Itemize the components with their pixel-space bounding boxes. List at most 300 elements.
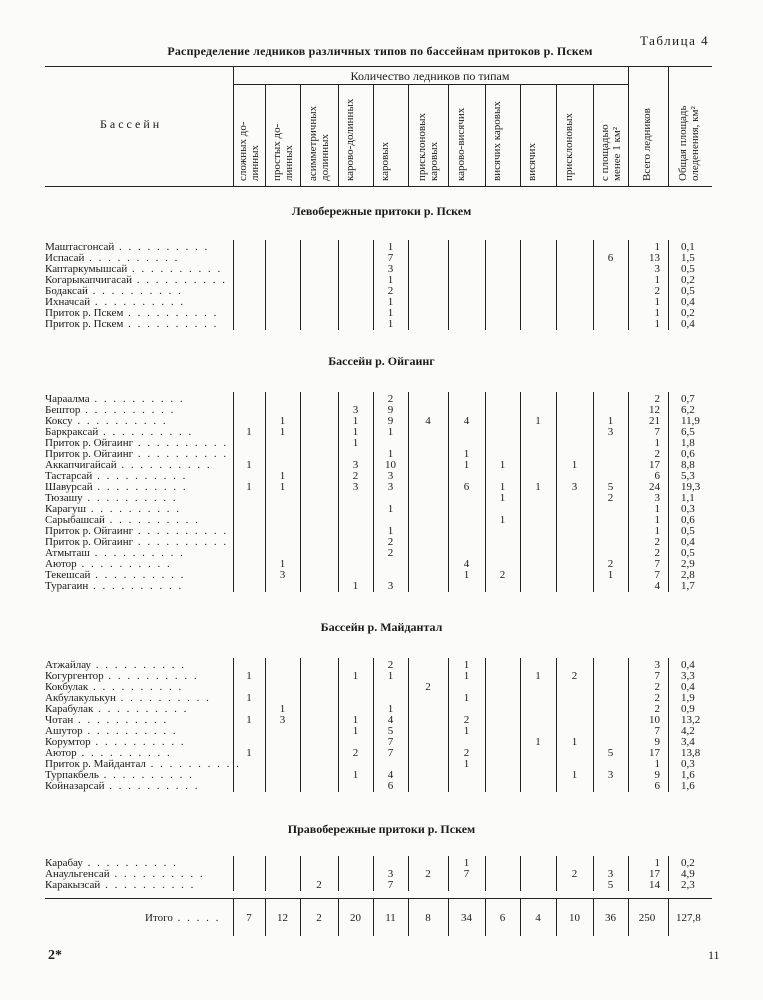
- basin-name: [45, 781, 228, 792]
- cell-total: 24: [649, 481, 660, 493]
- cell-value: 2: [607, 558, 614, 570]
- cell-value: 1: [463, 692, 470, 704]
- table-row: [0, 319, 763, 330]
- leader-dots: . . . . . . . . . .: [84, 252, 180, 264]
- leader-dots: . . . . . . . . . .: [85, 503, 181, 515]
- section-title: Бассейн р. Ойгаинг: [328, 354, 435, 368]
- cell-value: 1: [463, 725, 470, 737]
- cell-value: 7: [463, 868, 470, 880]
- basin-name-text: Шавурсай: [45, 481, 93, 493]
- cell-value: 1: [535, 736, 541, 748]
- cell-total: 2: [654, 536, 660, 548]
- cell-value: 1: [352, 714, 359, 726]
- cell-value: 3: [607, 426, 614, 438]
- leader-dots: . . . . . . . . . .: [133, 448, 229, 460]
- cell-total: 2: [654, 547, 660, 559]
- cell-value: 5: [607, 481, 614, 493]
- column-rule: [593, 84, 594, 186]
- basin-name-text: Когарыкапчигасай: [45, 274, 132, 286]
- total-area: 127,8: [676, 912, 701, 924]
- cell-area: 0,5: [681, 525, 695, 537]
- cell-value: 5: [387, 725, 394, 737]
- cell-total: 3: [654, 263, 660, 275]
- cell-value: 2: [571, 868, 578, 880]
- cell-total: 6: [654, 470, 660, 482]
- header-column: каровых: [378, 141, 391, 181]
- cell-value: 3: [607, 769, 614, 781]
- column-rule: [668, 66, 669, 186]
- cell-total: 1: [654, 758, 660, 770]
- cell-area: 1,7: [681, 580, 695, 592]
- leader-dots: . . . . . . . . . .: [133, 525, 229, 537]
- leader-dots: . . . . . . . . . .: [82, 492, 178, 504]
- cell-area: 0,4: [681, 318, 695, 330]
- cell-value: 2: [387, 393, 394, 405]
- cell-area: 0,5: [681, 547, 695, 559]
- cell-area: 13,2: [681, 714, 701, 726]
- column-rule: [628, 66, 629, 186]
- leader-dots: . . . . . . . . . .: [98, 769, 194, 781]
- basin-name-text: Приток р. Ойгаинг: [45, 437, 134, 449]
- cell-value: 4: [387, 714, 394, 726]
- cell-total: 2: [654, 692, 660, 704]
- cell-area: 0,4: [681, 681, 695, 693]
- cell-value: 5: [607, 747, 614, 759]
- table-rule: [233, 84, 628, 85]
- cell-total: 4: [654, 580, 660, 592]
- cell-value: 1: [387, 274, 394, 286]
- cell-value: 2: [607, 492, 614, 504]
- cell-value: 2: [352, 747, 359, 759]
- leader-dots: . . . . . . . . . .: [92, 470, 188, 482]
- basin-name-text: Испасай: [45, 252, 85, 264]
- leader-dots: . . . . .: [172, 912, 221, 924]
- cell-value: 3: [387, 868, 394, 880]
- cell-value: 6: [607, 252, 614, 264]
- cell-value: 1: [387, 426, 394, 438]
- cell-total: 1: [654, 318, 660, 330]
- basin-name-text: Сарыбашсай: [45, 514, 105, 526]
- leader-dots: . . . . . . . . . .: [104, 514, 200, 526]
- cell-total: 3: [654, 492, 660, 504]
- basin-name-text: Карабау: [45, 857, 83, 869]
- column-rule: [373, 898, 374, 936]
- total-value: 12: [277, 912, 288, 924]
- cell-value: 7: [387, 879, 394, 891]
- cell-area: 0,4: [681, 659, 695, 671]
- basin-name-text: Баркраксай: [45, 426, 99, 438]
- header-column: висячих: [526, 143, 538, 181]
- cell-value: 1: [463, 569, 470, 581]
- cell-value: 2: [425, 868, 431, 880]
- cell-total: 2: [654, 703, 660, 715]
- cell-area: 0,2: [681, 857, 695, 869]
- cell-area: 2,8: [681, 569, 695, 581]
- basin-name-text: Приток р. Ойгаинг: [45, 536, 134, 548]
- cell-total: 2: [654, 681, 660, 693]
- leader-dots: . . . . . . . . . .: [133, 437, 229, 449]
- cell-value: 3: [387, 580, 394, 592]
- table-rule: [45, 186, 712, 187]
- cell-total: 2: [654, 393, 660, 405]
- cell-value: 1: [246, 692, 252, 704]
- table-row: [0, 880, 763, 891]
- cell-value: 2: [387, 536, 394, 548]
- cell-total: 7: [654, 558, 660, 570]
- cell-area: 11,9: [681, 415, 700, 427]
- cell-value: 1: [499, 514, 506, 526]
- column-rule: [520, 84, 521, 186]
- cell-area: 2,9: [681, 558, 695, 570]
- cell-value: 3: [607, 868, 614, 880]
- cell-value: 3: [279, 569, 286, 581]
- cell-value: 1: [387, 241, 394, 253]
- column-rule: [448, 84, 449, 186]
- cell-value: 2: [316, 879, 322, 891]
- cell-value: 4: [463, 558, 470, 570]
- basin-name-text: Приток р. Пскем: [45, 318, 124, 330]
- cell-area: 8,8: [681, 459, 695, 471]
- cell-value: 7: [387, 736, 394, 748]
- column-rule: [485, 898, 486, 936]
- header-area-column: Общая площадь оледенения, км²: [677, 105, 701, 181]
- leader-dots: . . . . . . . . . .: [82, 725, 178, 737]
- cell-total: 17: [649, 747, 660, 759]
- header-column: присклоновых: [562, 113, 575, 181]
- cell-area: 1,9: [681, 692, 695, 704]
- cell-total: 14: [649, 879, 660, 891]
- basin-name-text: Чараалма: [45, 393, 90, 405]
- cell-value: 2: [352, 470, 359, 482]
- header-types-group: Количество ледников по типам: [350, 69, 510, 83]
- basin-name-text: Приток р. Ойгаинг: [45, 448, 134, 460]
- basin-name-text: Тастарсай: [45, 470, 93, 482]
- cell-value: 10: [385, 459, 396, 471]
- basin-name-text: Кокбулак: [45, 681, 89, 693]
- leader-dots: . . . . . . . . . .: [89, 393, 185, 405]
- cell-value: 1: [246, 459, 252, 471]
- leader-dots: . . . . . . . . . .: [93, 703, 189, 715]
- header-column: сложных до- линных: [237, 121, 261, 181]
- cell-value: 1: [607, 415, 614, 427]
- basin-name-text: Аютор: [45, 558, 77, 570]
- basin-name: [45, 880, 228, 891]
- basin-name-text: Каптаркумышсай: [45, 263, 128, 275]
- basin-name-text: Ашутор: [45, 725, 83, 737]
- total-value: 7: [246, 912, 252, 924]
- cell-area: 4,9: [681, 868, 695, 880]
- header-total-column: Всего ледников: [641, 108, 653, 181]
- cell-value: 3: [387, 481, 394, 493]
- header-column: асимметричных долинных: [307, 105, 331, 181]
- cell-total: 9: [654, 769, 660, 781]
- cell-value: 1: [279, 703, 286, 715]
- cell-area: 0,4: [681, 296, 695, 308]
- leader-dots: . . . . . . . . . .: [90, 296, 186, 308]
- cell-value: 1: [463, 659, 470, 671]
- cell-value: 7: [387, 747, 394, 759]
- column-rule: [556, 898, 557, 936]
- cell-value: 1: [352, 725, 359, 737]
- cell-area: 0,7: [681, 393, 695, 405]
- totals-label-text: Итого: [145, 912, 173, 924]
- cell-value: 1: [463, 459, 470, 471]
- cell-total: 2: [654, 448, 660, 460]
- leader-dots: . . . . . . . . . .: [127, 263, 223, 275]
- leader-dots: . . . . . . . . . .: [115, 692, 211, 704]
- basin-name-text: Аккапчигайсай: [45, 459, 117, 471]
- basin-name-text: Атжайлау: [45, 659, 92, 671]
- cell-value: 6: [463, 481, 470, 493]
- total-value: 4: [535, 912, 541, 924]
- leader-dots: . . . . . . . . . .: [114, 241, 210, 253]
- cell-area: 0,4: [681, 536, 695, 548]
- total-value: 2: [316, 912, 322, 924]
- cell-value: 3: [352, 481, 359, 493]
- cell-value: 1: [352, 426, 359, 438]
- cell-value: 1: [246, 670, 252, 682]
- cell-value: 6: [387, 780, 394, 792]
- cell-value: 1: [463, 857, 470, 869]
- column-rule: [628, 898, 629, 936]
- cell-area: 0,2: [681, 274, 695, 286]
- cell-value: 3: [387, 470, 394, 482]
- cell-area: 1,6: [681, 769, 695, 781]
- section-title: Бассейн р. Майдантал: [320, 620, 443, 634]
- basin-name-text: Коксу: [45, 415, 73, 427]
- cell-value: 1: [571, 459, 578, 471]
- column-rule: [338, 898, 339, 936]
- cell-value: 1: [387, 307, 394, 319]
- cell-value: 2: [387, 285, 394, 297]
- cell-value: 9: [387, 415, 394, 427]
- cell-area: 0,6: [681, 514, 695, 526]
- column-rule: [300, 84, 301, 186]
- basin-name: [45, 319, 228, 330]
- cell-value: 1: [279, 558, 286, 570]
- cell-value: 1: [387, 525, 394, 537]
- cell-value: 1: [387, 318, 394, 330]
- cell-area: 1,6: [681, 780, 695, 792]
- cell-value: 1: [352, 415, 359, 427]
- cell-value: 1: [571, 736, 578, 748]
- basin-name-text: Текешсай: [45, 569, 91, 581]
- cell-value: 2: [463, 714, 470, 726]
- cell-total: 17: [649, 868, 660, 880]
- cell-value: 2: [571, 670, 578, 682]
- cell-total: 7: [654, 725, 660, 737]
- cell-value: 1: [387, 670, 394, 682]
- cell-area: 1,8: [681, 437, 695, 449]
- leader-dots: . . . . . . . . . .: [103, 670, 199, 682]
- column-rule: [300, 898, 301, 936]
- total-glaciers: 250: [638, 912, 656, 924]
- cell-total: 7: [654, 670, 660, 682]
- table-caption: Распределение ледников различных типов по бассейнам притоков р. Пскем: [167, 44, 593, 58]
- cell-value: 5: [607, 879, 614, 891]
- column-rule: [373, 84, 374, 186]
- leader-dots: . . . . . . . . . .: [88, 580, 184, 592]
- cell-total: 1: [654, 525, 660, 537]
- cell-total: 12: [649, 404, 660, 416]
- cell-value: 1: [279, 481, 286, 493]
- cell-value: 1: [387, 296, 394, 308]
- cell-value: 1: [246, 426, 252, 438]
- cell-value: 1: [279, 426, 286, 438]
- leader-dots: . . . . . . . . . .: [123, 318, 219, 330]
- cell-total: 3: [654, 659, 660, 671]
- leader-dots: . . . . . . . . . .: [76, 747, 172, 759]
- cell-area: 13,8: [681, 747, 701, 759]
- leader-dots: . . . . . . . . . .: [76, 558, 172, 570]
- total-value: 34: [461, 912, 472, 924]
- leader-dots: . . . . . . . . . .: [73, 714, 169, 726]
- cell-total: 17: [649, 459, 660, 471]
- cell-area: 19,3: [681, 481, 701, 493]
- cell-value: 1: [279, 415, 286, 427]
- column-rule: [408, 84, 409, 186]
- cell-value: 1: [499, 492, 506, 504]
- header-column: с площадью менее 1 км²: [598, 124, 623, 181]
- basin-name-text: Акбулакулькун: [45, 692, 116, 704]
- cell-area: 0,9: [681, 703, 695, 715]
- leader-dots: . . . . . . . . . .: [92, 481, 188, 493]
- cell-value: 2: [387, 659, 394, 671]
- cell-value: 1: [463, 670, 470, 682]
- cell-total: 1: [654, 241, 660, 253]
- basin-name-text: Приток р. Пскем: [45, 307, 124, 319]
- cell-value: 1: [463, 448, 470, 460]
- leader-dots: . . . . . . . . . .: [123, 307, 219, 319]
- cell-value: 1: [535, 415, 541, 427]
- total-value: 20: [350, 912, 361, 924]
- leader-dots: . . . . . . . . . .: [90, 569, 186, 581]
- total-value: 8: [425, 912, 431, 924]
- cell-total: 1: [654, 437, 660, 449]
- leader-dots: . . . . . . . . . .: [90, 736, 186, 748]
- basin-name-text: Бодаксай: [45, 285, 88, 297]
- basin-name-text: Приток р. Майдантал: [45, 758, 146, 770]
- cell-value: 1: [499, 459, 506, 471]
- cell-value: 1: [246, 714, 252, 726]
- cell-area: 1,5: [681, 252, 695, 264]
- cell-area: 3,3: [681, 670, 695, 682]
- basin-name-text: Бештор: [45, 404, 81, 416]
- cell-value: 3: [571, 481, 578, 493]
- cell-value: 3: [352, 459, 359, 471]
- basin-name-text: Приток р. Ойгаинг: [45, 525, 134, 537]
- column-rule: [520, 898, 521, 936]
- cell-area: 0,5: [681, 285, 695, 297]
- header-column: простых до- линных: [270, 123, 295, 181]
- cell-area: 0,6: [681, 448, 695, 460]
- column-rule: [485, 84, 486, 186]
- cell-value: 1: [463, 758, 470, 770]
- total-value: 6: [499, 912, 506, 924]
- basin-name: [45, 581, 228, 592]
- cell-total: 1: [654, 274, 660, 286]
- leader-dots: . . . . . . . . . .: [87, 285, 183, 297]
- cell-value: 9: [387, 404, 394, 416]
- cell-value: 3: [387, 263, 394, 275]
- cell-value: 2: [425, 681, 431, 693]
- column-rule: [265, 84, 266, 186]
- cell-total: 6: [654, 780, 660, 792]
- section-title: Правобережные притоки р. Пскем: [287, 822, 476, 836]
- cell-total: 1: [654, 503, 660, 515]
- column-rule: [668, 898, 669, 936]
- leader-dots: . . . . . . . . . .: [104, 780, 200, 792]
- column-rule: [265, 898, 266, 936]
- table-row: [0, 781, 763, 792]
- cell-value: 7: [387, 252, 394, 264]
- header-basin: Бассейн: [100, 117, 163, 131]
- table-row: [0, 581, 763, 592]
- cell-total: 21: [649, 415, 660, 427]
- basin-name-text: Чотан: [45, 714, 74, 726]
- cell-value: 3: [352, 404, 359, 416]
- column-rule: [233, 66, 234, 186]
- column-rule: [448, 898, 449, 936]
- basin-name-text: Карагуш: [45, 503, 86, 515]
- leader-dots: . . . . . . . . . .: [72, 415, 168, 427]
- column-rule: [408, 898, 409, 936]
- leader-dots: . . . . . . . . . .: [82, 857, 178, 869]
- cell-area: 5,3: [681, 470, 695, 482]
- cell-value: 1: [387, 448, 394, 460]
- signature-mark: 2*: [48, 948, 62, 963]
- cell-area: 6,5: [681, 426, 695, 438]
- leader-dots: . . . . . . . . . .: [100, 879, 196, 891]
- cell-value: 1: [246, 747, 252, 759]
- leader-dots: . . . . . . . . . .: [80, 404, 176, 416]
- cell-value: 4: [425, 415, 431, 427]
- cell-total: 10: [649, 714, 660, 726]
- column-rule: [593, 898, 594, 936]
- totals-label: [145, 912, 220, 924]
- basin-name-text: Каракызсай: [45, 879, 101, 891]
- section-title: Левобережные притоки р. Пскем: [291, 204, 472, 218]
- cell-value: 1: [535, 481, 541, 493]
- basin-name-text: Тюзашу: [45, 492, 83, 504]
- leader-dots: . . . . . . . . . .: [88, 681, 184, 693]
- page-number: 11: [708, 948, 720, 962]
- total-value: 10: [569, 912, 580, 924]
- cell-total: 1: [654, 857, 660, 869]
- column-rule: [338, 84, 339, 186]
- total-value: 11: [385, 912, 396, 924]
- cell-value: 1: [352, 580, 359, 592]
- basin-name-text: Аютор: [45, 747, 77, 759]
- leader-dots: . . . . . . . . . .: [145, 758, 241, 770]
- cell-value: 1: [352, 670, 359, 682]
- basin-name-text: Ихначсай: [45, 296, 91, 308]
- cell-value: 3: [279, 714, 286, 726]
- cell-total: 1: [654, 514, 660, 526]
- leader-dots: . . . . . . . . . .: [89, 547, 185, 559]
- total-value: 36: [605, 912, 616, 924]
- cell-value: 2: [463, 747, 470, 759]
- leader-dots: . . . . . . . . . .: [131, 274, 227, 286]
- cell-value: 2: [499, 569, 506, 581]
- cell-value: 1: [387, 703, 394, 715]
- cell-value: 1: [607, 569, 614, 581]
- table-rule: [45, 898, 712, 899]
- cell-value: 1: [279, 470, 286, 482]
- column-rule: [556, 84, 557, 186]
- leader-dots: . . . . . . . . . .: [91, 659, 187, 671]
- header-column: карово-долинных: [343, 98, 356, 181]
